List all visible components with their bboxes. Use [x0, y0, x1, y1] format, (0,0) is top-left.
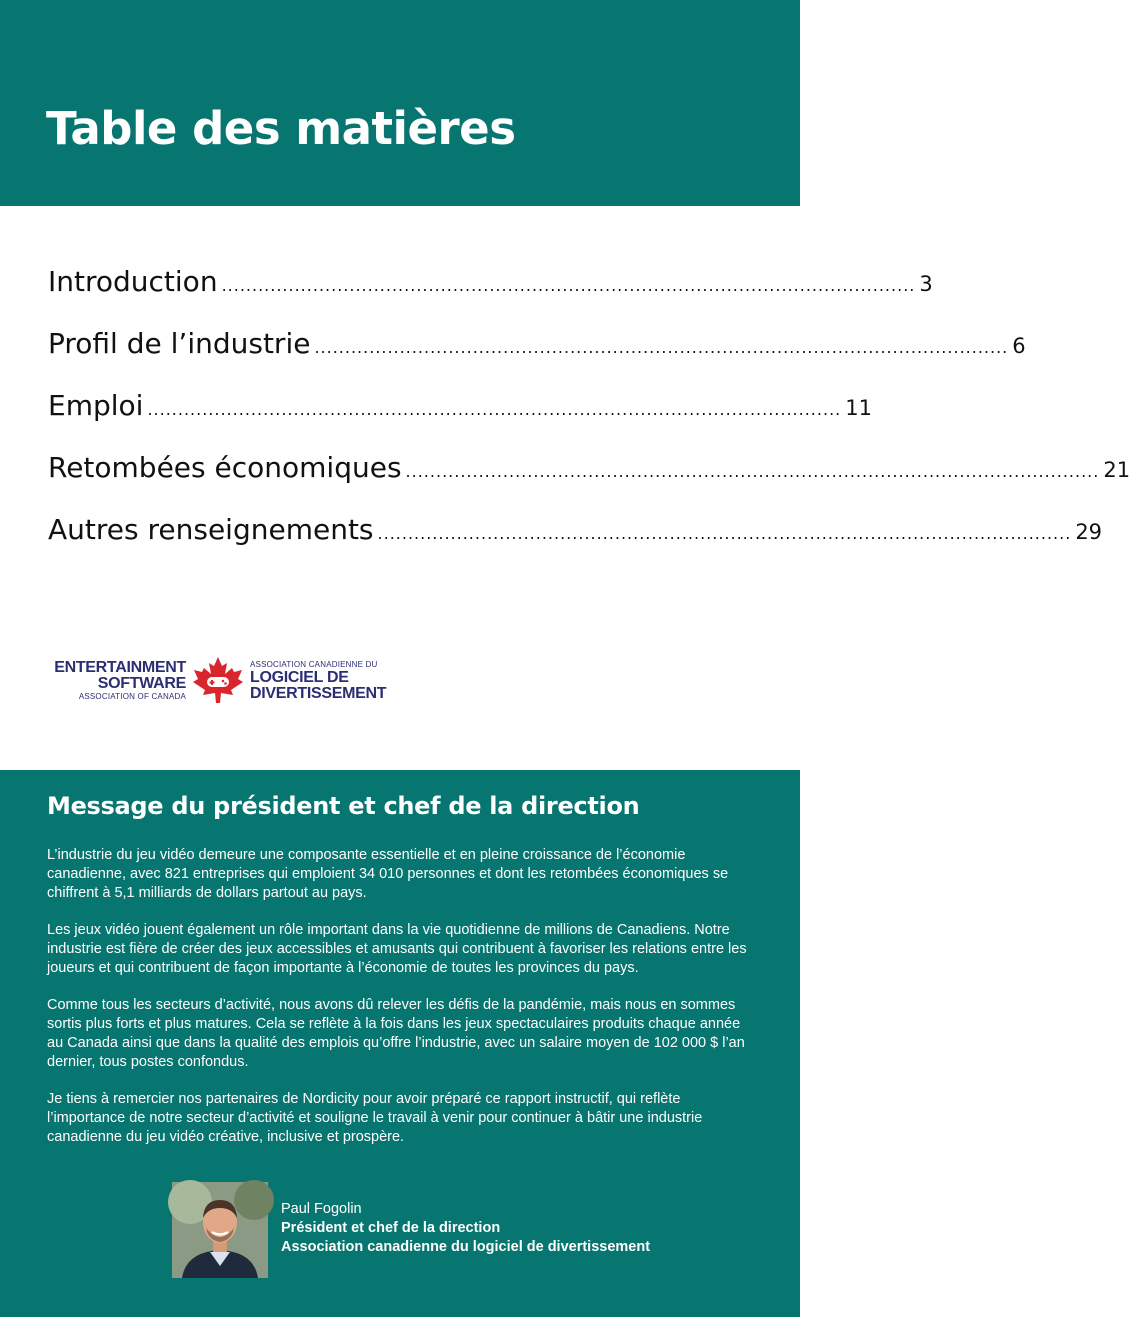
- toc-leader-dots: ..................................................................................................................: [147, 400, 842, 419]
- message-paragraph: Comme tous les secteurs d’activité, nous avons dû relever les défis de la pandémie, mais nous en sommes sortis plus forts et plus matures. Cela se reflète à la fois dans les jeux spectaculaires produits chaque année au Canada ainsi que dans la qualité des emplois qu’offre l’industrie, avec un salaire moyen de 102 000 $ l’an dernier, tous postes confondus.: [47, 997, 745, 1070]
- page-title: Table des matières: [46, 102, 516, 155]
- logo-text: ASSOCIATION CANADIENNE DU: [250, 660, 378, 669]
- president-message-section: [0, 770, 800, 1317]
- message-paragraph: L’industrie du jeu vidéo demeure une composante essentielle et en pleine croissance de l’économie canadienne, avec 821 entreprises qui emploient 34 010 personnes et dont les retombées économiques se chiffrent à 5,1 milliards de dollars partout au pays.: [47, 847, 729, 901]
- toc-entry[interactable]: [48, 451, 1130, 516]
- message-title: Message du président et chef de la direction: [47, 792, 640, 820]
- toc-leader-dots: ..................................................................................................................: [314, 338, 1009, 357]
- toc-entry-label: Profil de l’industrie: [48, 327, 311, 360]
- logo-text: LOGICIEL DE: [250, 669, 349, 686]
- logo-text: ASSOCIATION OF CANADA: [78, 692, 186, 701]
- message-body: [47, 846, 759, 1165]
- message-paragraph: Je tiens à remercier nos partenaires de Nordicity pour avoir préparé ce rapport instructif, qui reflète l’importance de notre secteur d’activité et souligne le travail à venir pour continuer à bâtir une industrie canadienne du jeu vidéo créative, inclusive et prospère.: [47, 1091, 703, 1145]
- toc-entry[interactable]: [48, 327, 1026, 392]
- toc-entry-label: Autres renseignements: [48, 513, 374, 546]
- logo-french-wordmark: [250, 660, 386, 702]
- toc-entry-label: Retombées économiques: [48, 451, 402, 484]
- toc-entry[interactable]: [48, 513, 1103, 578]
- toc-entry-page: 21: [1103, 458, 1130, 482]
- toc-leader-dots: ..................................................................................................................: [377, 524, 1072, 543]
- logo-english-wordmark: [54, 660, 186, 702]
- toc-leader-dots: ..................................................................................................................: [405, 462, 1100, 481]
- logo-text: SOFTWARE: [97, 675, 186, 692]
- maple-leaf-controller-icon: [192, 656, 244, 704]
- logo-text: ENTERTAINMENT: [54, 659, 186, 676]
- message-paragraph: Les jeux vidéo jouent également un rôle important dans la vie quotidienne de millions de Canadiens. Notre industrie est fière de créer des jeux accessibles et amusants qui contribuent à favoriser les relations entre les joueurs et qui contribuent de façon importante à l’économie de toutes les provinces du pays.: [47, 922, 747, 976]
- toc-entry[interactable]: [48, 265, 933, 330]
- signature-role: Président et chef de la direction: [281, 1220, 501, 1236]
- signature-name: Paul Fogolin: [281, 1201, 362, 1217]
- header-banner: [0, 0, 800, 206]
- toc-entry[interactable]: [48, 389, 872, 454]
- toc-entry-page: 29: [1075, 520, 1103, 544]
- toc-entry-page: 11: [845, 396, 872, 420]
- toc-leader-dots: ..................................................................................................................: [221, 276, 916, 295]
- president-portrait: [172, 1182, 268, 1278]
- signature-block: [281, 1200, 650, 1257]
- esac-logo: [46, 656, 396, 706]
- toc-entry-page: 6: [1012, 334, 1026, 358]
- logo-text: DIVERTISSEMENT: [250, 685, 387, 702]
- toc-entry-label: Emploi: [48, 389, 144, 422]
- toc-entry-label: Introduction: [48, 265, 218, 298]
- toc-entry-page: 3: [919, 272, 933, 296]
- signature-organization: Association canadienne du logiciel de divertissement: [281, 1239, 651, 1255]
- table-of-contents: [48, 265, 1130, 578]
